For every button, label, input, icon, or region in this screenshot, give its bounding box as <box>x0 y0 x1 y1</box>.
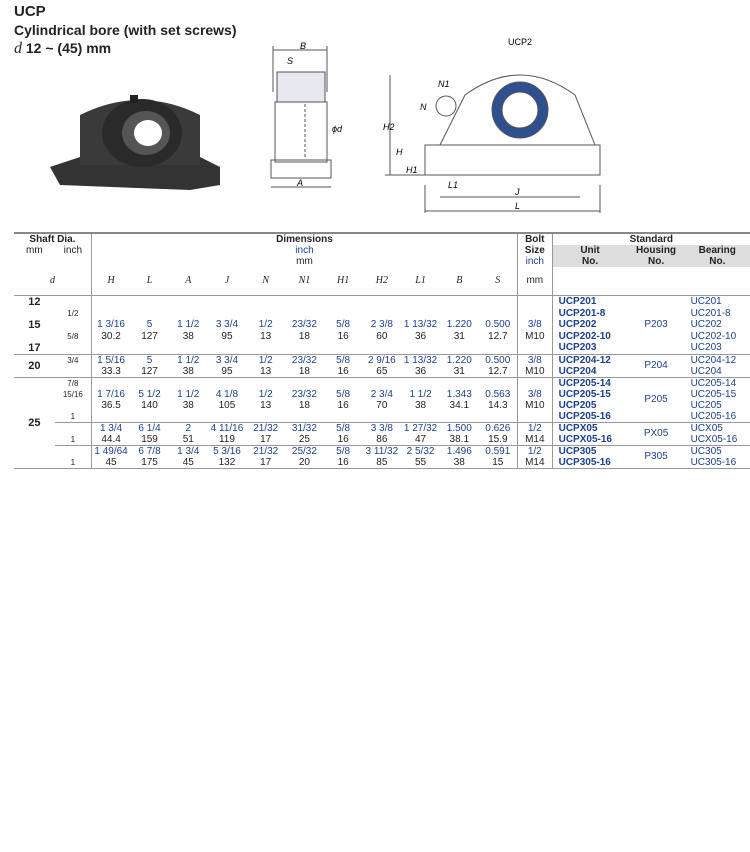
table-cell: M14 <box>517 434 552 446</box>
table-cell <box>55 445 92 457</box>
table-cell <box>55 400 92 411</box>
table-cell: N1 <box>298 275 311 287</box>
table-cell <box>628 267 685 295</box>
table-cell: 2 3/8 <box>370 319 393 330</box>
table-cell <box>628 342 685 355</box>
table-cell <box>517 377 552 389</box>
table-cell: Unit <box>552 245 627 256</box>
table-cell: 1 13/32 <box>403 319 438 330</box>
table-cell: 38 <box>182 399 194 411</box>
front-view-drawing <box>380 35 650 215</box>
table-cell: 25 <box>298 433 310 445</box>
table-cell: UC305-16 <box>690 456 737 468</box>
table-cell: 85 <box>376 456 388 468</box>
table-cell: 5 <box>130 354 169 366</box>
table-cell: 3 3/4 <box>215 319 239 330</box>
table-cell: 16 <box>337 365 349 377</box>
table-cell: 0.563 <box>479 389 518 400</box>
svg-text:H1: H1 <box>406 165 418 175</box>
table-cell: 17 <box>260 433 272 445</box>
table-cell: PX05 <box>628 422 685 445</box>
table-cell: 34.1 <box>449 399 470 411</box>
table-cell: No. <box>552 256 627 267</box>
table-cell: 1 1/2 <box>177 319 200 330</box>
table-cell: 0.626 <box>479 422 518 434</box>
table-cell: 47 <box>415 433 427 445</box>
table-cell: 1 <box>55 434 92 446</box>
table-cell: M10 <box>517 366 552 378</box>
table-cell: UCPX05-16 <box>558 433 612 445</box>
table-cell: No. <box>628 256 685 267</box>
table-cell: 1/2 <box>517 445 552 457</box>
table-cell: 25/32 <box>285 445 324 457</box>
table-cell: M10 <box>517 400 552 411</box>
table-cell: 1 1/2 <box>409 388 432 400</box>
table-cell <box>91 377 517 389</box>
table-cell: Housing <box>628 245 685 256</box>
table-cell: UC204-12 <box>685 354 750 366</box>
table-cell: UCP201-8 <box>558 307 606 319</box>
standard-header: Standard <box>629 234 673 245</box>
table-cell: 6 7/8 <box>130 445 169 457</box>
table-cell: UCP205 <box>558 399 597 411</box>
table-cell: 127 <box>141 330 158 342</box>
table-cell: inch <box>91 245 517 256</box>
table-cell: 5 <box>146 319 153 330</box>
table-cell: L1 <box>415 275 426 287</box>
table-cell: 4 1/8 <box>215 388 239 400</box>
size-range: d 12 ~ (45) mm <box>14 40 112 57</box>
table-cell: UC201 <box>690 296 722 307</box>
table-cell: UCP205-15 <box>558 388 611 400</box>
table-cell: 1.220 <box>440 354 479 366</box>
table-cell: UC305 <box>685 445 750 457</box>
table-cell: 36.5 <box>101 399 121 411</box>
table-cell: 1 <box>55 457 92 469</box>
table-cell: 15.9 <box>479 434 518 446</box>
table-cell: H2 <box>375 275 388 287</box>
table-cell: H1 <box>337 275 350 287</box>
table-cell: 0.591 <box>479 445 518 457</box>
table-cell: UCP204 <box>558 365 597 377</box>
table-cell: 13 <box>260 365 272 377</box>
table-cell: 1.220 <box>446 319 472 330</box>
table-cell: 1 <box>55 411 92 423</box>
table-cell: 44.4 <box>101 433 121 445</box>
table-cell: 3/8 <box>517 319 552 331</box>
table-cell: UC205 <box>690 399 722 411</box>
table-cell <box>91 342 517 355</box>
table-cell: 45 <box>105 456 117 468</box>
table-cell: 1 7/16 <box>97 388 125 400</box>
table-cell: d <box>14 267 91 295</box>
table-cell: UCPX05 <box>552 422 627 434</box>
table-cell: 5 1/2 <box>138 388 161 400</box>
table-cell: UCP204-12 <box>552 354 627 366</box>
table-cell: UCX05 <box>685 422 750 434</box>
svg-text:B: B <box>300 42 307 51</box>
table-cell <box>517 342 552 355</box>
table-cell: UCX05-16 <box>690 433 738 445</box>
svg-text:N1: N1 <box>438 79 450 89</box>
table-cell: 17 <box>260 456 272 468</box>
spec-table <box>14 232 750 469</box>
table-cell: 1/2 <box>246 354 285 366</box>
table-cell: H <box>107 275 115 287</box>
subtitle: Cylindrical bore (with set screws) <box>14 22 237 38</box>
table-cell: S <box>479 267 518 295</box>
table-cell <box>91 295 517 308</box>
table-cell: L <box>146 275 153 287</box>
table-cell: 17 <box>28 341 41 354</box>
table-cell: 1/2 <box>55 308 92 319</box>
table-cell: Bolt <box>517 233 552 245</box>
table-cell: mm <box>517 267 552 295</box>
table-cell: 38 <box>453 456 465 468</box>
bearing-photo <box>50 95 230 195</box>
table-cell <box>14 331 55 342</box>
table-cell: UC205-15 <box>690 388 737 400</box>
table-cell: 119 <box>218 433 235 445</box>
table-cell: 38 <box>415 399 427 411</box>
table-cell: 95 <box>221 330 233 342</box>
table-cell: B <box>456 275 463 287</box>
table-cell: 1/2 <box>258 319 273 330</box>
table-cell: mm <box>91 256 517 267</box>
table-cell: 1/2 <box>517 422 552 434</box>
table-cell: 12.7 <box>479 331 518 342</box>
table-cell: 159 <box>141 433 158 445</box>
table-cell: UC202 <box>690 319 722 330</box>
table-cell <box>91 411 517 423</box>
table-cell <box>55 342 92 355</box>
table-cell: 3 11/32 <box>362 445 401 457</box>
table-cell: Bearing <box>685 245 750 256</box>
table-cell: UCP201 <box>558 296 597 307</box>
table-cell: N <box>262 275 270 287</box>
svg-text:UCP2: UCP2 <box>508 37 533 47</box>
table-cell: 1 27/32 <box>401 422 440 434</box>
table-cell: 175 <box>141 456 158 468</box>
table-cell: UCP202-10 <box>558 330 611 342</box>
table-cell <box>552 267 627 295</box>
table-cell <box>517 411 552 423</box>
table-cell: 14.3 <box>479 400 518 411</box>
table-cell: 38.1 <box>449 433 470 445</box>
svg-text:H2: H2 <box>383 122 395 132</box>
table-cell: 21/32 <box>246 422 285 434</box>
table-cell: 30.2 <box>101 330 121 342</box>
table-cell: 5/8 <box>336 319 351 330</box>
table-cell <box>14 308 55 319</box>
table-cell: 1 3/4 <box>169 445 208 457</box>
table-cell: 3/4 <box>55 354 92 366</box>
svg-text:L: L <box>515 201 521 211</box>
table-cell: P203 <box>644 319 668 330</box>
table-cell: 127 <box>141 365 158 377</box>
table-cell: 5/8 <box>324 422 363 434</box>
table-cell: 16 <box>337 433 349 445</box>
table-cell <box>91 308 517 319</box>
table-cell: 15 <box>28 318 41 331</box>
svg-text:ϕd: ϕd <box>332 124 343 134</box>
table-cell: 20 <box>298 456 310 468</box>
table-cell: 3/8 <box>517 354 552 366</box>
table-cell: 5/8 <box>55 331 92 342</box>
table-cell: M14 <box>517 457 552 469</box>
table-cell: 18 <box>298 399 310 411</box>
table-cell: UC205-14 <box>685 377 750 389</box>
table-cell: 13 <box>260 399 272 411</box>
table-cell: 31/32 <box>285 422 324 434</box>
svg-text:A: A <box>297 178 304 188</box>
table-cell: 20 <box>14 354 55 377</box>
table-cell: 23/32 <box>291 388 317 400</box>
table-cell <box>628 308 685 319</box>
table-cell: 3 3/8 <box>362 422 401 434</box>
table-cell: UC205-16 <box>690 410 737 422</box>
table-cell: 18 <box>298 330 310 342</box>
table-cell: 1 1/2 <box>169 354 208 366</box>
table-cell <box>628 331 685 342</box>
table-cell: UCP202 <box>558 319 597 330</box>
table-cell: UCP205-16 <box>558 410 611 422</box>
table-cell: 132 <box>218 456 236 468</box>
table-cell: inch <box>517 256 552 267</box>
table-cell: UC204 <box>690 365 722 377</box>
table-cell <box>685 267 750 295</box>
table-cell: 1 49/64 <box>91 445 130 457</box>
table-cell: 33.3 <box>101 365 121 377</box>
table-cell: 86 <box>376 433 388 445</box>
table-cell: UC203 <box>690 342 722 353</box>
table-cell: A <box>185 275 192 287</box>
table-cell: 2 5/32 <box>401 445 440 457</box>
table-cell: 31 <box>453 330 465 342</box>
table-cell: 5/8 <box>324 445 363 457</box>
table-cell: 21/32 <box>246 445 285 457</box>
table-cell: 60 <box>376 330 388 342</box>
table-cell <box>55 422 92 434</box>
table-cell: P204 <box>628 354 685 377</box>
table-cell: 70 <box>376 399 388 411</box>
table-cell: 1 3/4 <box>91 422 130 434</box>
table-cell <box>14 256 55 267</box>
table-cell: 55 <box>415 456 427 468</box>
side-view-drawing <box>265 42 355 192</box>
table-cell: UC201-8 <box>690 307 731 319</box>
table-cell: P305 <box>628 445 685 468</box>
table-cell: 16 <box>337 456 349 468</box>
svg-text:L1: L1 <box>448 180 459 190</box>
table-cell: 38 <box>182 330 194 342</box>
table-cell: UCP203 <box>558 342 597 353</box>
svg-text:H: H <box>396 147 403 157</box>
table-cell: 1 1/2 <box>177 388 200 400</box>
table-cell: UCP305-16 <box>558 456 611 468</box>
table-cell <box>55 319 92 331</box>
table-cell: 1 3/16 <box>97 319 125 330</box>
table-cell: 18 <box>298 365 310 377</box>
table-cell: 7/8 <box>55 377 92 389</box>
table-cell: 12.7 <box>479 366 518 378</box>
table-cell: 5/8 <box>336 388 351 400</box>
shaft-header: Shaft Dia. <box>14 233 91 245</box>
table-cell <box>55 256 92 267</box>
table-cell <box>55 366 92 378</box>
table-cell: 38 <box>182 365 194 377</box>
table-cell: 1.500 <box>440 422 479 434</box>
table-cell <box>517 295 552 308</box>
series-title: UCP <box>14 3 46 20</box>
table-cell: 0.500 <box>479 354 518 366</box>
table-cell: 0.500 <box>479 319 518 331</box>
table-cell: 51 <box>182 433 194 445</box>
table-cell: UCP205-14 <box>552 377 627 389</box>
table-cell: 23/32 <box>291 319 317 330</box>
table-cell: 95 <box>221 365 233 377</box>
table-cell <box>55 295 92 308</box>
svg-text:J: J <box>515 187 520 197</box>
table-cell: 6 1/4 <box>130 422 169 434</box>
table-cell: 36 <box>415 330 427 342</box>
table-cell: J <box>224 275 230 287</box>
table-cell: 13 <box>260 330 272 342</box>
table-cell: 15 <box>479 457 518 469</box>
table-cell <box>517 308 552 319</box>
table-cell: Size <box>517 245 552 256</box>
table-cell: 2 9/16 <box>362 354 401 366</box>
table-cell: UCP305 <box>552 445 627 457</box>
table-cell: mm <box>26 245 43 256</box>
table-cell: 4 11/16 <box>208 422 247 434</box>
table-cell <box>628 295 685 308</box>
table-cell: M10 <box>517 331 552 342</box>
table-cell: 1 5/16 <box>91 354 130 366</box>
table-cell: 5 3/16 <box>208 445 247 457</box>
table-cell: 3 3/4 <box>208 354 247 366</box>
table-cell: 15/16 <box>55 389 92 400</box>
table-cell: 23/32 <box>285 354 324 366</box>
table-cell: 2 3/4 <box>370 388 393 400</box>
table-cell: 1/2 <box>258 388 273 400</box>
table-cell: 12 <box>28 295 41 308</box>
svg-text:S: S <box>287 56 294 66</box>
table-cell: No. <box>685 256 750 267</box>
table-cell: 140 <box>141 399 158 411</box>
table-cell: 45 <box>182 456 194 468</box>
table-cell: 31 <box>453 365 465 377</box>
table-cell: 65 <box>376 365 388 377</box>
table-cell: P205 <box>628 377 685 422</box>
table-cell: 36 <box>415 365 427 377</box>
table-cell: inch <box>55 245 92 256</box>
table-cell: 16 <box>337 399 349 411</box>
table-cell: 5/8 <box>324 354 363 366</box>
table-cell: 1.496 <box>440 445 479 457</box>
svg-text:N: N <box>420 102 427 112</box>
dimensions-header: Dimensions <box>91 233 517 245</box>
table-cell: 1.343 <box>446 388 472 400</box>
table-cell: 2 <box>169 422 208 434</box>
table-cell: UC202-10 <box>690 330 737 342</box>
table-cell: 1 13/32 <box>401 354 440 366</box>
table-cell: 3/8 <box>517 389 552 400</box>
table-cell: 105 <box>218 399 236 411</box>
table-cell: 25 <box>14 377 55 468</box>
table-cell: 16 <box>337 330 349 342</box>
